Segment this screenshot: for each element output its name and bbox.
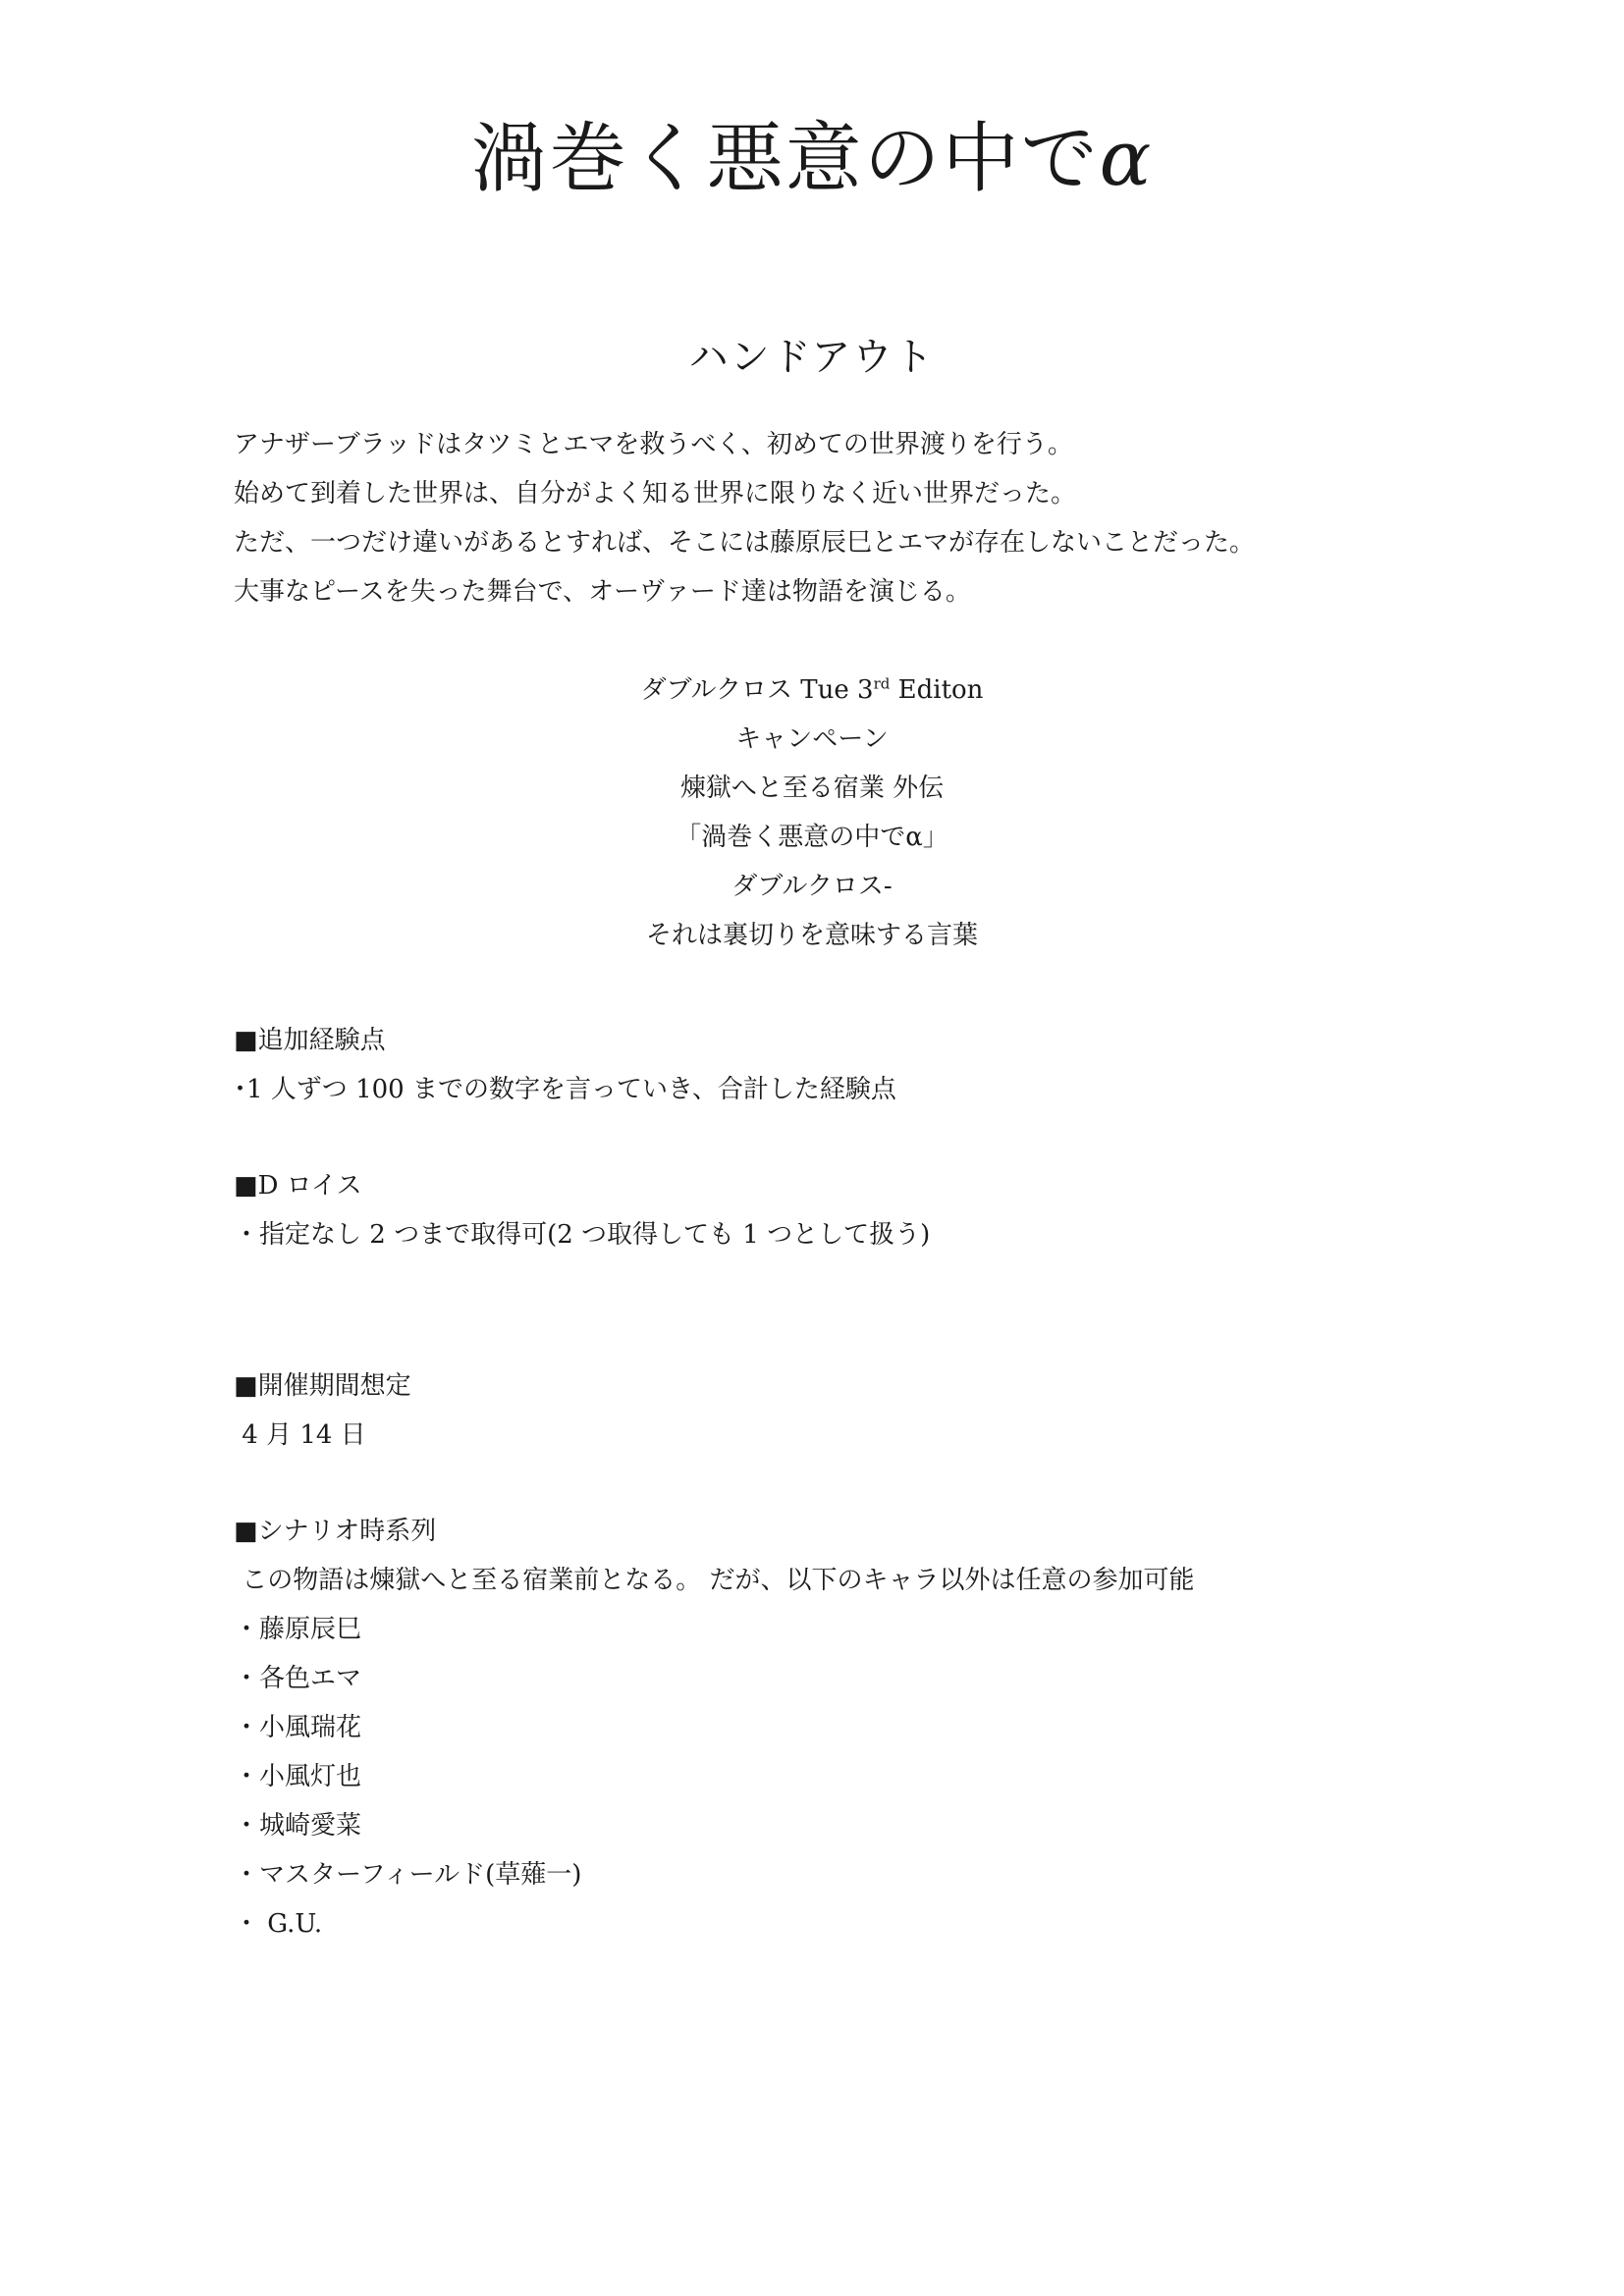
section-dlois [234,1161,1510,1259]
section-item: ・各色エマ [234,1664,362,1693]
section-item: この物語は煉獄へと至る宿業前となる。 だが、以下のキャラ以外は任意の参加可能 [234,1566,1195,1595]
document-title [0,115,1624,203]
section-item: ･1 人ずつ 100 までの数字を言っていき、合計した経験点 [234,1075,896,1104]
handout-line: ただ、一つだけ違いがあるとすれば、そこには藤原辰巳とエマが存在しないことだった。 [234,528,1256,558]
credits-system-sup: rd [873,674,891,693]
section-item: ・小風瑞花 [234,1713,362,1742]
section-item: ・城崎愛菜 [234,1811,362,1841]
handout-line: アナザーブラッドはタツミとエマを救うべく、初めての世界渡りを行う。 [234,430,1073,459]
section-period [234,1362,1510,1460]
handout-line: 始めて到着した世界は、自分がよく知る世界に限りなく近い世界だった。 [234,479,1077,508]
section-item: ・小風灯也 [234,1762,362,1791]
credits-block [0,666,1624,960]
section-item: ・指定なし 2 つまで取得可(2 つ取得しても 1 つとして扱う) [234,1220,931,1250]
section-item: ・ G.U. [234,1909,323,1939]
section-heading-timeline: ■シナリオ時系列 [234,1517,437,1546]
document-title-text: 渦巻く悪意の中で [470,115,1100,203]
credits-line: それは裏切りを意味する言葉 [645,921,978,950]
section-item: ・藤原辰巳 [234,1615,362,1644]
credits-line: キャンペーン [735,724,889,754]
section-heading-experience: ■追加経験点 [234,1026,386,1055]
section-item: 4 月 14 日 [234,1420,366,1450]
credits-system-suffix: Editon [890,675,984,705]
document-title-alpha: α [1099,115,1154,203]
credits-system-line [0,666,1624,715]
handout-heading: ハンドアウト [688,335,936,380]
credits-system-prefix: ダブルクロス Tue 3 [640,675,874,705]
handout-text [234,420,1412,616]
section-timeline [234,1507,1510,1949]
section-experience [234,1016,1510,1114]
section-item: ・マスターフィールド(草薙一) [234,1860,582,1890]
credits-line: 煉獄へと至る宿業 外伝 [679,774,945,803]
credits-line: ダブルクロス- [731,872,893,901]
handout-line: 大事なピースを失った舞台で、オーヴァード達は物語を演じる。 [234,577,971,607]
section-heading-period: ■開催期間想定 [234,1371,411,1401]
section-heading-dlois: ■D ロイス [234,1171,362,1201]
credits-line: 「渦巻く悪意の中でα」 [676,823,948,852]
